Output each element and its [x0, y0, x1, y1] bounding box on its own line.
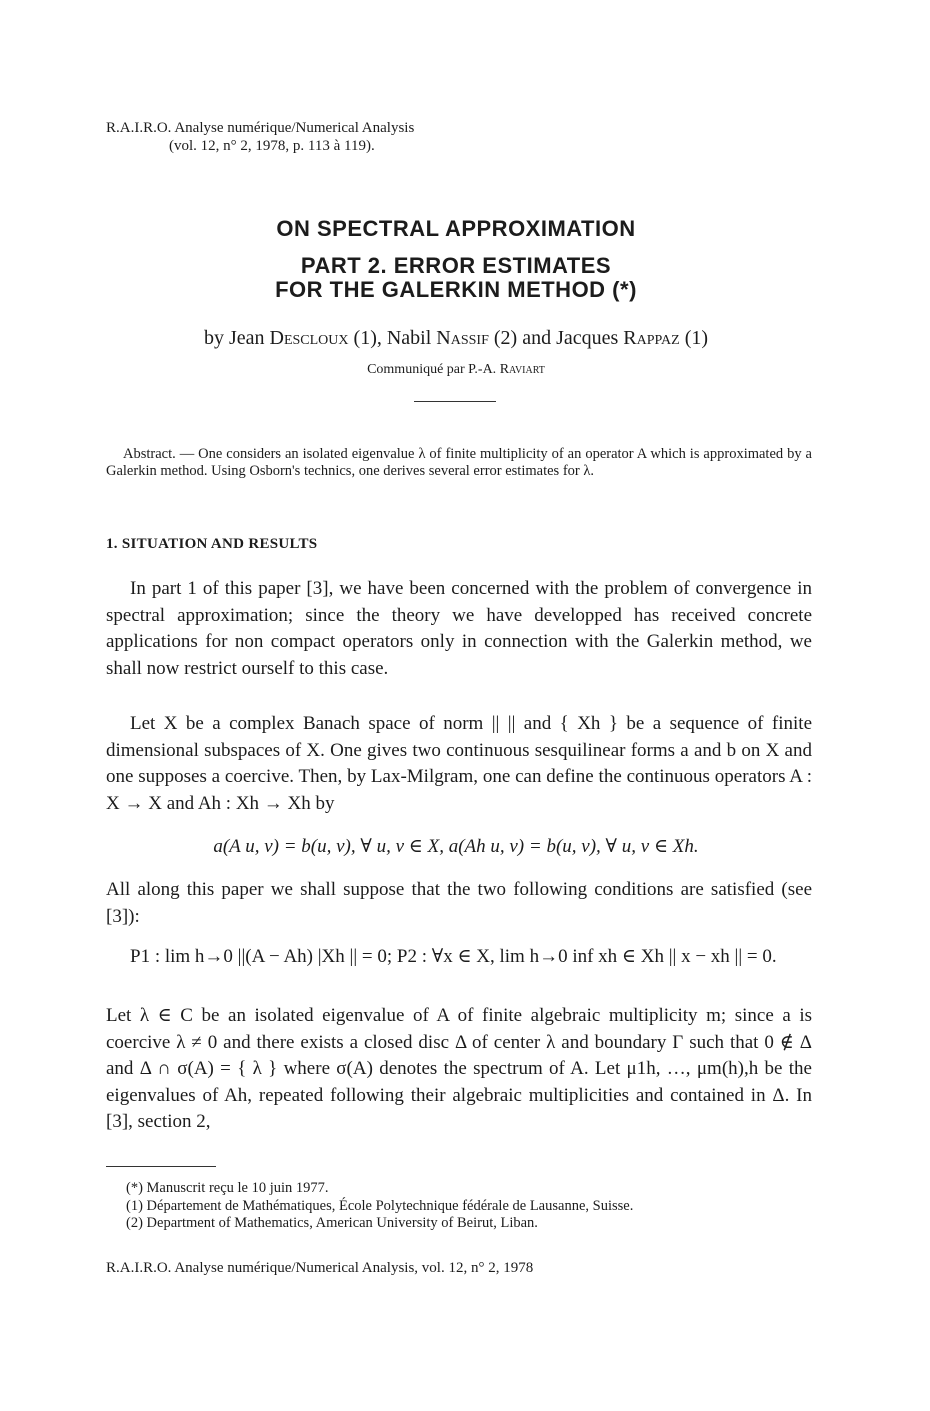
journal-header: [106, 119, 414, 155]
equation-2: P1 : lim h→0 ||(A − Ah) |Xh || = 0; P2 : ∀x ∈ X, lim h→0 inf xh ∈ Xh || x − xh || = 0.: [130, 946, 777, 967]
author-descloux: Descloux: [269, 327, 349, 349]
authors-sep-3: (1): [684, 327, 709, 349]
footnote-divider: [106, 1166, 216, 1167]
section-heading: 1. SITUATION AND RESULTS: [106, 536, 318, 552]
equation-1: a(A u, v) = b(u, v), ∀ u, v ∈ X, a(Ah u, v) = b(u, v), ∀ u, v ∈ Xh.: [213, 836, 699, 857]
page-footer: R.A.I.R.O. Analyse numérique/Numerical Analysis, vol. 12, n° 2, 1978: [106, 1260, 534, 1276]
title-divider: [414, 401, 496, 402]
title-line-1: ON SPECTRAL APPROXIMATION: [276, 216, 636, 241]
paragraph-4: Let λ ∈ C be an isolated eigenvalue of A of finite algebraic multiplicity m; since a is coercive λ ≠ 0 and there exists a closed disc Δ of center λ and boundary Γ such that 0 ∉ Δ and Δ ∩ σ(A) = { λ } where σ(A) denotes the spectrum of A. Let μ1h, …, μm(h),h be the eigenvalues of Ah, repeated following their algebraic multiplicities and contained in Δ. In [3], section 2,: [106, 1005, 812, 1132]
authors-by: by Jean: [203, 327, 265, 349]
communique-line: [0, 362, 912, 378]
title-line-3: FOR THE GALERKIN METHOD (*): [275, 277, 637, 302]
authors-line: [0, 327, 912, 350]
communique-prefix: Communiqué par P.-A.: [367, 362, 497, 377]
footnote-2: (2) Department of Mathematics, American University of Beirut, Liban.: [126, 1215, 538, 1231]
paragraph-2: Let X be a complex Banach space of norm || || and { Xh } be a sequence of finite dimensional subspaces of X. One gives two continuous sesquilinear forms a and b on X and one supposes a coercive. Then, by Lax-Milgram, one can define the continuous operators A : X → X and Ah : Xh → Xh by: [106, 713, 812, 814]
title-line-2: PART 2. ERROR ESTIMATES: [300, 253, 612, 278]
paragraph-3: All along this paper we shall suppose that the two following conditions are satisfied (see [3]):: [106, 879, 812, 927]
footnote-star: (*) Manuscrit reçu le 10 juin 1977.: [126, 1180, 329, 1196]
authors-sep-1: (1), Nabil: [353, 327, 432, 349]
footnote-1: (1) Département de Mathématiques, École Polytechnique fédérale de Lausanne, Suisse.: [126, 1197, 634, 1214]
author-rappaz: Rappaz: [623, 327, 680, 349]
communique-name: Raviart: [499, 362, 545, 377]
journal-line-2: (vol. 12, n° 2, 1978, p. 113 à 119).: [169, 138, 375, 154]
abstract: Abstract. — One considers an isolated eigenvalue λ of finite multiplicity of an operator A which is approximated by a Galerkin method. Using Osborn's technics, one derives several error estimates for λ.: [106, 446, 812, 479]
footnotes: [126, 1180, 633, 1233]
author-nassif: Nassif: [436, 327, 489, 349]
authors-sep-2: (2) and Jacques: [493, 327, 619, 349]
paragraph-1: In part 1 of this paper [3], we have been concerned with the problem of convergence in spectral approximation; since the theory we have developped has received concrete applications for non compact operators only in connection with the Galerkin method, we shall now restrict ourself to this case.: [106, 578, 812, 679]
journal-line-1: R.A.I.R.O. Analyse numérique/Numerical Analysis: [106, 120, 415, 136]
